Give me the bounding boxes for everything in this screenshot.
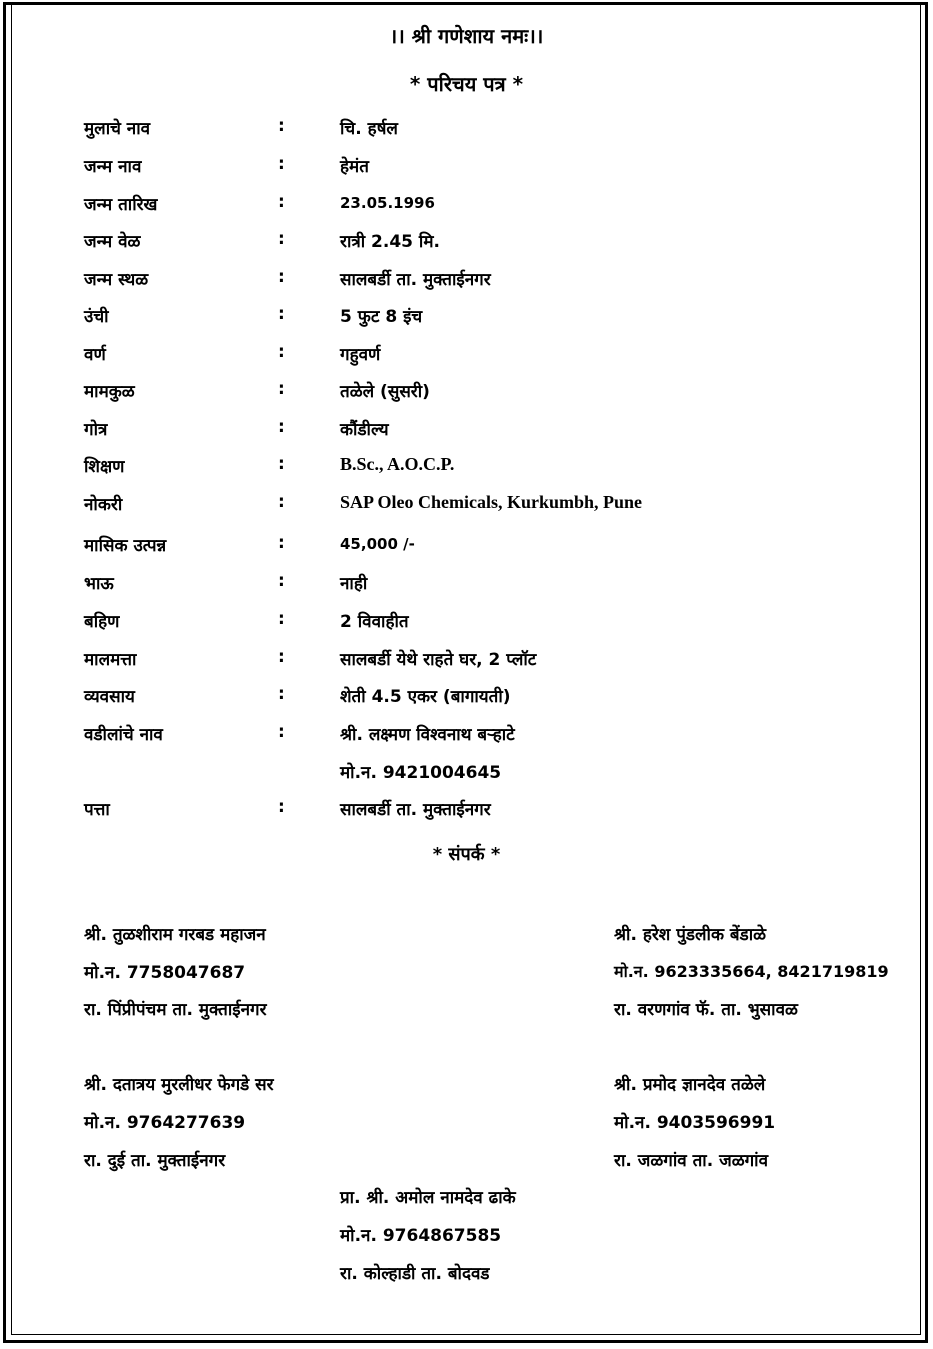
contact-name: श्री. दतात्रय मुरलीधर फेगडे सर — [84, 1075, 274, 1095]
detail-label: गोत्र — [84, 420, 108, 440]
detail-value: 45,000 /- — [340, 535, 415, 553]
contact-phone: मो.न. 9623335664, 8421719819 — [614, 962, 889, 981]
detail-label: व्यवसाय — [84, 687, 135, 707]
detail-label: भाऊ — [84, 574, 114, 594]
father-phone: मो.न. 9421004645 — [340, 763, 502, 783]
detail-colon: : — [278, 684, 285, 704]
contact-address: रा. दुई ता. मुक्ताईनगर — [84, 1151, 226, 1171]
detail-colon: : — [278, 492, 285, 512]
detail-value: नाही — [340, 574, 368, 594]
invocation-heading: ।। श्री गणेशाय नमः।। — [389, 24, 544, 48]
contact-address: रा. वरणगांव फॅ. ता. भुसावळ — [614, 1000, 798, 1020]
detail-colon: : — [278, 229, 285, 249]
detail-value: SAP Oleo Chemicals, Kurkumbh, Pune — [340, 492, 643, 512]
contact-phone: मो.न. 9403596991 — [614, 1113, 776, 1133]
detail-value: हेमंत — [340, 157, 369, 177]
detail-value: श्री. लक्ष्मण विश्वनाथ बऱ्हाटे — [340, 725, 515, 745]
detail-label: जन्म स्थळ — [84, 270, 149, 290]
detail-label: पत्ता — [84, 800, 110, 820]
detail-colon: : — [278, 722, 285, 742]
detail-value: कौंडील्य — [340, 420, 389, 440]
detail-label: शिक्षण — [84, 457, 125, 477]
contact-name: प्रा. श्री. अमोल नामदेव ढाके — [340, 1188, 516, 1208]
contact-name: श्री. हरेश पुंडलीक बेंडाळे — [614, 925, 767, 945]
detail-value: 5 फुट 8 इंच — [340, 307, 423, 327]
detail-label: जन्म तारिख — [84, 195, 158, 215]
contact-address: रा. कोल्हाडी ता. बोदवड — [340, 1264, 490, 1284]
detail-colon: : — [278, 154, 285, 174]
detail-label: वडीलांचे नाव — [84, 725, 163, 745]
detail-label: जन्म वेळ — [84, 232, 141, 252]
detail-label: जन्म नाव — [84, 157, 142, 177]
detail-colon: : — [278, 797, 285, 817]
contact-name: श्री. तुळशीराम गरबड महाजन — [84, 925, 266, 945]
detail-value: रात्री 2.45 मि. — [340, 232, 440, 252]
detail-value: सालबर्डी ता. मुक्ताईनगर — [340, 800, 491, 820]
contact-address: रा. जळगांव ता. जळगांव — [614, 1151, 769, 1171]
detail-value: चि. हर्षल — [340, 119, 398, 139]
detail-colon: : — [278, 609, 285, 629]
detail-label: नोकरी — [84, 495, 123, 515]
detail-label: मालमत्ता — [84, 650, 137, 670]
detail-label: वर्ण — [84, 345, 106, 365]
detail-label: उंची — [84, 307, 109, 327]
detail-colon: : — [278, 304, 285, 324]
contact-phone: मो.न. 9764867585 — [340, 1226, 502, 1246]
detail-colon: : — [278, 267, 285, 287]
detail-colon: : — [278, 192, 285, 212]
detail-label: बहिण — [84, 612, 120, 632]
detail-colon: : — [278, 417, 285, 437]
detail-colon: : — [278, 533, 285, 553]
document-title: * परिचय पत्र * — [409, 72, 524, 96]
detail-value: तळेले (सुसरी) — [340, 382, 430, 402]
detail-value: 2 विवाहीत — [340, 612, 409, 632]
detail-label: मासिक उत्पन्न — [84, 536, 167, 556]
detail-value: शेती 4.5 एकर (बागायती) — [340, 687, 511, 707]
contact-heading: * संपर्क * — [432, 844, 501, 865]
detail-label: मामकुळ — [84, 382, 135, 402]
detail-value: गहुवर्ण — [340, 345, 381, 365]
detail-value: सालबर्डी येथे राहते घर, 2 प्लॉट — [340, 650, 537, 670]
detail-colon: : — [278, 379, 285, 399]
contact-phone: मो.न. 7758047687 — [84, 963, 246, 983]
contact-name: श्री. प्रमोद ज्ञानदेव तळेले — [614, 1075, 766, 1095]
detail-value: सालबर्डी ता. मुक्ताईनगर — [340, 270, 491, 290]
detail-colon: : — [278, 342, 285, 362]
detail-colon: : — [278, 647, 285, 667]
detail-value: B.Sc., A.O.C.P. — [340, 454, 455, 474]
detail-colon: : — [278, 116, 285, 136]
detail-colon: : — [278, 571, 285, 591]
contact-address: रा. पिंप्रीपंचम ता. मुक्ताईनगर — [84, 1000, 267, 1020]
detail-label: मुलाचे नाव — [84, 119, 151, 139]
contact-phone: मो.न. 9764277639 — [84, 1113, 246, 1133]
detail-value: 23.05.1996 — [340, 194, 435, 212]
detail-colon: : — [278, 454, 285, 474]
